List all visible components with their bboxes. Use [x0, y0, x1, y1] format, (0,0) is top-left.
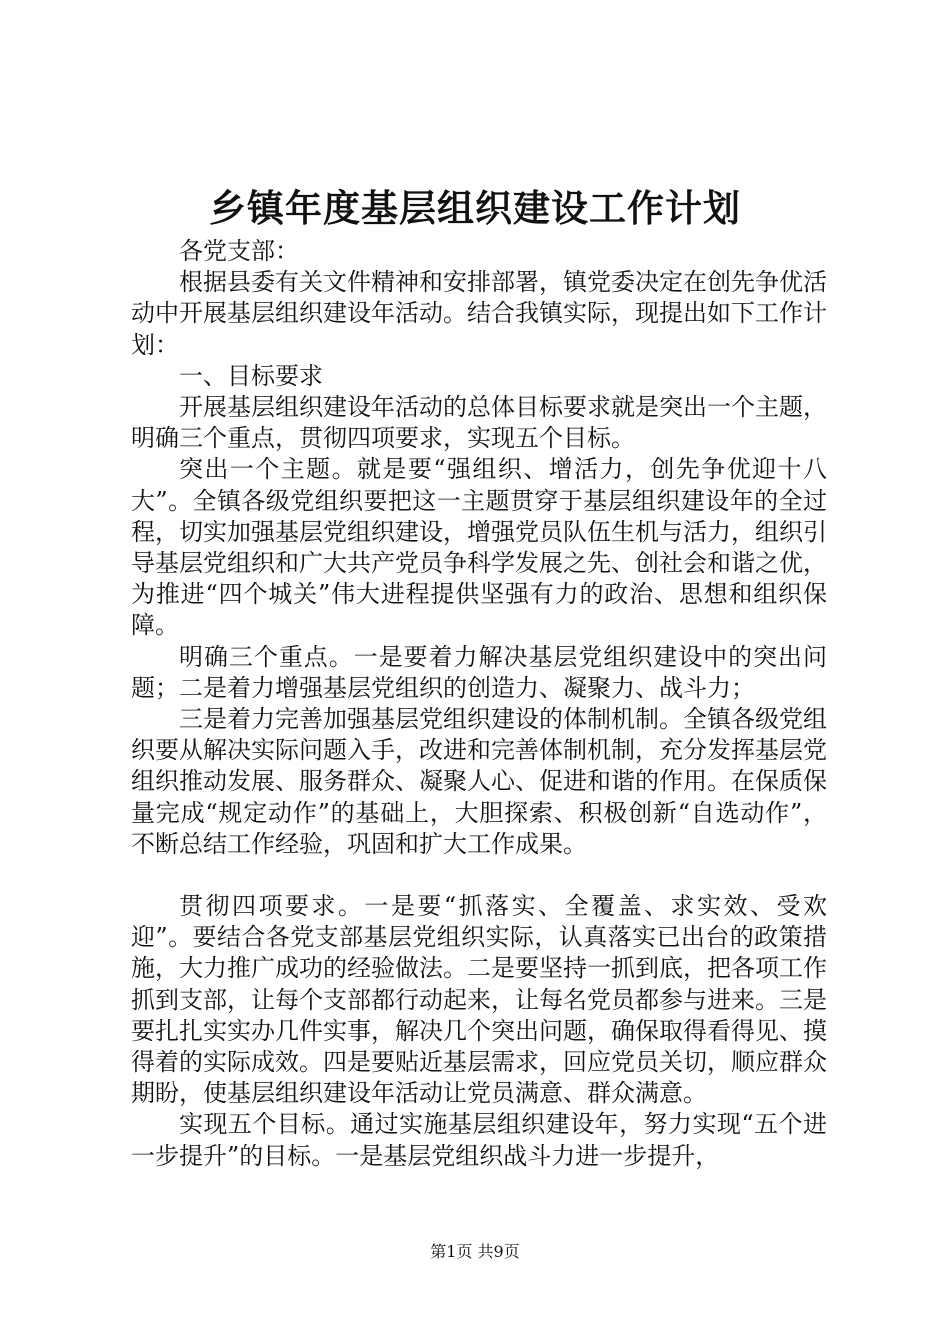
paragraph: 根据县委有关文件精神和安排部署，镇党委决定在创先争优活动中开展基层组织建设年活动。结合我镇实际，现提出如下工作计划： [131, 268, 827, 359]
document-body [131, 236, 827, 1172]
paragraph: 贯彻四项要求。一是要“抓落实、全覆盖、求实效、受欢迎”。要结合各党支部基层党组织实际，认真落实已出台的政策措施，大力推广成功的经验做法。二是要坚持一抓到底，把各项工作抓到支部，让每个支部都行动起来，让每名党员都参与进来。三是要扎扎实实办几件实事，解决几个突出问题，确保取得看得见、摸得着的实际成效。四是要贴近基层需求，回应党员关切，顺应群众期盼，使基层组织建设年活动让党员满意、群众满意。 [131, 892, 827, 1108]
paragraph: 三是着力完善加强基层党组织建设的体制机制。全镇各级党组织要从解决实际问题入手，改进和完善体制机制，充分发挥基层党组织推动发展、服务群众、凝聚人心、促进和谐的作用。在保质保量完成“规定动作”的基础上，大胆探索、积极创新“自选动作”，不断总结工作经验，巩固和扩大工作成果。 [131, 705, 827, 858]
paragraph: 明确三个重点。一是要着力解决基层党组织建设中的突出问题；二是着力增强基层党组织的创造力、凝聚力、战斗力； [131, 642, 827, 702]
paragraph-salutation: 各党支部： [179, 237, 299, 265]
paragraph: 开展基层组织建设年活动的总体目标要求就是突出一个主题，明确三个重点，贯彻四项要求，实现五个目标。 [131, 393, 827, 453]
paragraph: 实现五个目标。通过实施基层组织建设年，努力实现“五个进一步提升”的目标。一是基层党组织战斗力进一步提升， [131, 1110, 827, 1170]
section-heading: 一、目标要求 [179, 361, 323, 390]
paragraph: 突出一个主题。就是要“强组织、增活力，创先争优迎十八大”。全镇各级党组织要把这一主题贯穿于基层组织建设年的全过程，切实加强基层党组织建设，增强党员队伍生机与活力，组织引导基层党组织和广大共产党员争科学发展之先、创社会和谐之优，为推进“四个城关”伟大进程提供坚强有力的政治、思想和组织保障。 [131, 455, 827, 640]
document-title: 乡镇年度基层组织建设工作计划 [209, 187, 741, 230]
page-footer: 第1页 共9页 [430, 1242, 520, 1261]
